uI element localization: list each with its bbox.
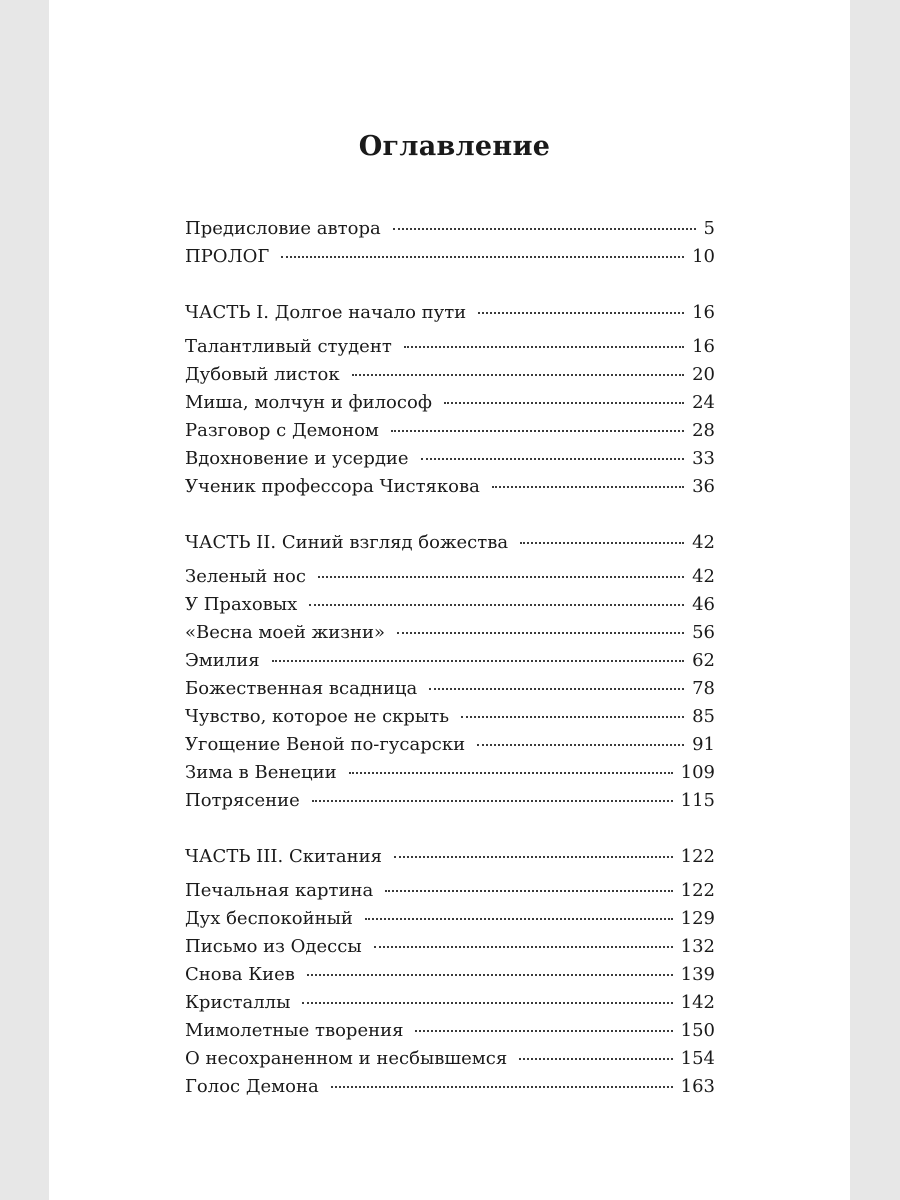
toc-entry-page: 139 [680,964,715,985]
toc-entry-page: 91 [692,734,715,755]
toc-entry-page: 33 [692,448,715,469]
toc-entry [185,759,715,787]
toc-entry [185,1045,715,1073]
toc-entry-page: 5 [703,218,715,239]
toc-entry-label: Голос Демона [185,1076,319,1097]
toc-entry-label: Потрясение [185,790,300,811]
toc-entry [185,361,715,389]
toc-entry-label: Кристаллы [185,992,291,1013]
toc-entry [185,703,715,731]
toc-entry [185,243,715,271]
toc-entry [185,933,715,961]
toc-entry [185,877,715,905]
toc-entry-label: Снова Киев [185,964,295,985]
toc-dot-leader [429,688,684,690]
toc-entry-label: О несохраненном и несбывшемся [185,1048,508,1069]
toc-dot-leader [312,800,673,802]
toc-entry-label: Дух беспокойный [185,908,353,929]
toc-entry-label: Ученик профессора Чистякова [185,476,480,497]
toc-entry-page: 36 [692,476,715,497]
toc-entry-page: 20 [692,364,715,385]
toc-dot-leader [307,974,673,976]
toc-entry-page: 16 [692,336,715,357]
toc-entry-label: Угощение Веной по-гусарски [185,734,466,755]
toc-dot-leader [391,430,684,432]
toc-dot-leader [461,716,684,718]
toc-entry [185,961,715,989]
toc-entry-page: 122 [680,880,715,901]
toc-entry [185,675,715,703]
toc-dot-leader [421,458,685,460]
toc-part-heading [185,299,715,327]
toc-entry-label: У Праховых [185,594,298,615]
toc-entry-label: Эмилия [185,650,260,671]
toc-entry-label: Миша, молчун и философ [185,392,432,413]
toc-entry-label: ПРОЛОГ [185,246,270,267]
toc-entry-page: 109 [680,762,715,783]
toc-dot-leader [519,1058,672,1060]
toc-dot-leader [374,946,673,948]
page-title: Оглавление [358,131,551,163]
toc-entry-label: Мимолетные творения [185,1020,404,1041]
toc-dot-leader [272,660,685,662]
toc-dot-leader [365,918,673,920]
toc-entry-label: ЧАСТЬ II. Синий взгляд божества [185,532,509,553]
toc-entry-page: 115 [680,790,715,811]
toc-dot-leader [281,256,684,258]
toc-entry [185,619,715,647]
toc-entry-page: 42 [692,532,715,553]
toc-dot-leader [349,772,673,774]
toc-entry-page: 132 [680,936,715,957]
toc-entry-label: ЧАСТЬ I. Долгое начало пути [185,302,467,323]
toc-entry [185,731,715,759]
toc-entry-label: Талантливый студент [185,336,392,357]
toc-entry [185,215,715,243]
toc-dot-leader [302,1002,672,1004]
toc-dot-leader [492,486,684,488]
toc-dot-leader [385,890,672,892]
toc-entry-label: Чувство, которое не скрыть [185,706,450,727]
toc-entry-page: 85 [692,706,715,727]
toc-part-heading [185,529,715,557]
toc-entry-page: 122 [680,846,715,867]
toc-dot-leader [394,856,673,858]
toc-dot-leader [520,542,684,544]
toc-entry-label: Предисловие автора [185,218,381,239]
toc-entry [185,647,715,675]
toc-dot-leader [331,1086,673,1088]
toc-entry-page: 62 [692,650,715,671]
toc-dot-leader [393,228,696,230]
toc-entry-page: 10 [692,246,715,267]
toc-entry [185,1017,715,1045]
toc-entry-label: Печальная картина [185,880,374,901]
toc-entry-page: 56 [692,622,715,643]
toc-entry-label: Божественная всадница [185,678,418,699]
toc-dot-leader [404,346,684,348]
toc-entry [185,445,715,473]
toc-entry-page: 24 [692,392,715,413]
toc-dot-leader [352,374,684,376]
table-of-contents [185,215,715,1101]
toc-entry [185,1073,715,1101]
toc-entry-label: Зеленый нос [185,566,306,587]
toc-entry [185,473,715,501]
toc-entry-label: Вдохновение и усердие [185,448,409,469]
toc-dot-leader [397,632,684,634]
toc-entry-label: «Весна моей жизни» [185,622,386,643]
toc-entry-page: 28 [692,420,715,441]
toc-entry-page: 46 [692,594,715,615]
toc-entry-page: 42 [692,566,715,587]
toc-dot-leader [318,576,684,578]
toc-entry-label: Разговор с Демоном [185,420,379,441]
toc-entry-page: 129 [680,908,715,929]
toc-dot-leader [309,604,684,606]
toc-dot-leader [444,402,684,404]
toc-entry-label: Письмо из Одессы [185,936,362,957]
toc-entry [185,905,715,933]
toc-entry-label: ЧАСТЬ III. Скитания [185,846,383,867]
toc-entry [185,563,715,591]
toc-entry [185,333,715,361]
toc-entry-page: 163 [680,1076,715,1097]
toc-entry-page: 78 [692,678,715,699]
toc-entry [185,989,715,1017]
toc-entry-page: 154 [680,1048,715,1069]
toc-dot-leader [415,1030,672,1032]
toc-entry [185,417,715,445]
toc-entry-page: 16 [692,302,715,323]
toc-entry-page: 150 [680,1020,715,1041]
toc-part-heading [185,843,715,871]
toc-entry [185,591,715,619]
toc-dot-leader [477,744,684,746]
toc-dot-leader [478,312,684,314]
toc-entry-page: 142 [680,992,715,1013]
toc-entry-label: Дубовый листок [185,364,340,385]
toc-entry [185,389,715,417]
toc-entry [185,787,715,815]
toc-entry-label: Зима в Венеции [185,762,337,783]
